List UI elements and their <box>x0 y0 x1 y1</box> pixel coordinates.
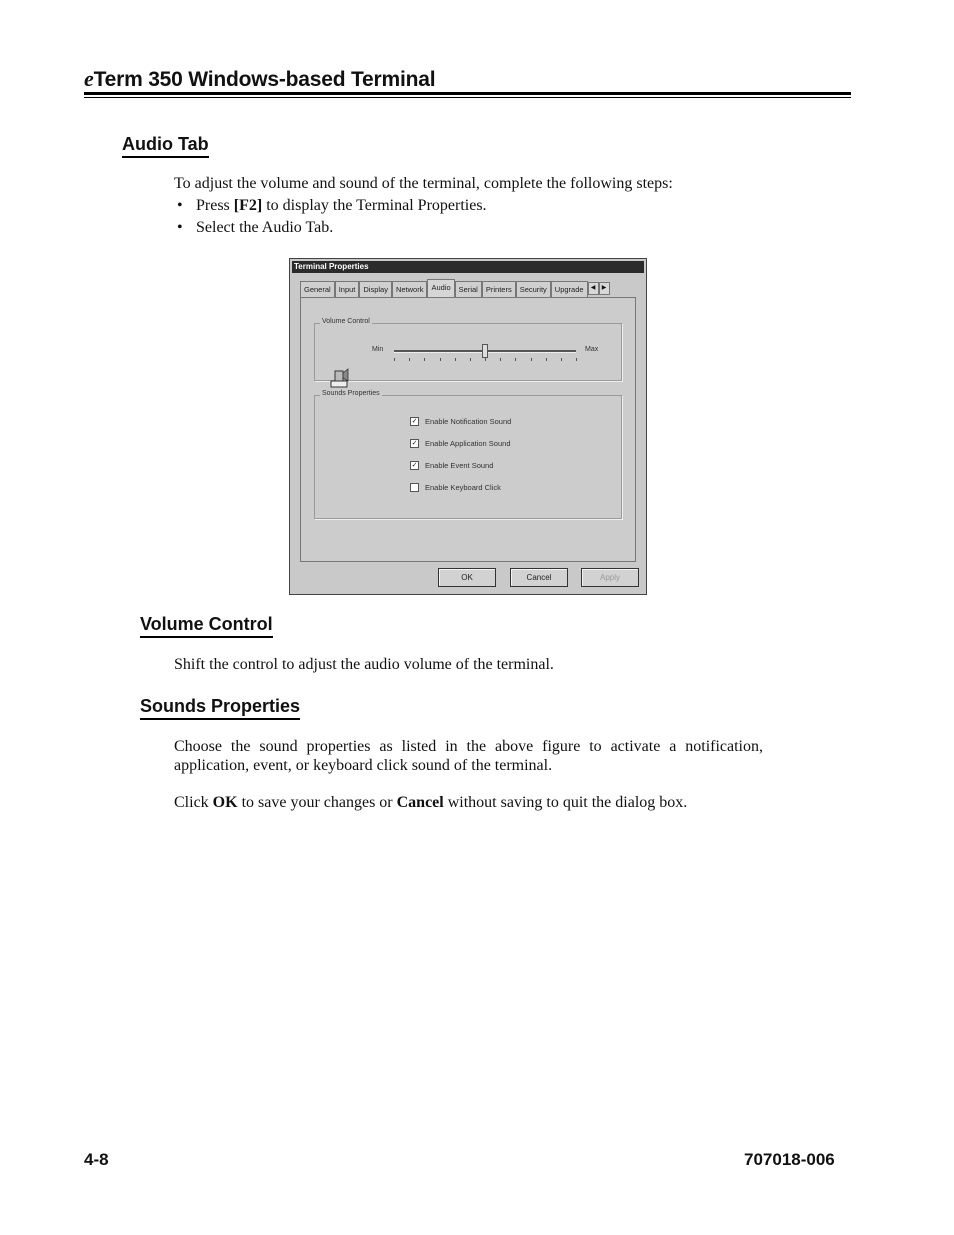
checkbox-label-application: Enable Application Sound <box>425 438 511 448</box>
volume-max-label: Max <box>585 346 599 353</box>
slider-tick <box>394 358 395 361</box>
tab-network[interactable]: Network <box>392 281 428 298</box>
slider-tick <box>515 358 516 361</box>
audio-tab-panel <box>300 297 636 562</box>
volume-slider-thumb[interactable] <box>482 344 488 358</box>
volume-slider-ticks <box>394 358 576 361</box>
slider-tick <box>424 358 425 361</box>
slider-tick <box>485 358 486 361</box>
bullet-dot: • <box>177 197 183 214</box>
slider-tick <box>470 358 471 361</box>
volume-min-label: Min <box>372 346 384 353</box>
apply-button[interactable]: Apply <box>581 568 639 587</box>
header-rule-thin <box>84 97 851 98</box>
bullet-press-f2 <box>177 196 487 216</box>
tab-serial[interactable]: Serial <box>455 281 482 298</box>
checkbox-label-event: Enable Event Sound <box>425 460 494 470</box>
bullet-text-post: to display the Terminal Properties. <box>262 197 487 214</box>
section-heading-audio-tab: Audio Tab <box>122 134 209 158</box>
running-header <box>84 66 435 92</box>
document-number: 707018-006 <box>744 1150 835 1169</box>
bullet-dot: • <box>177 219 183 236</box>
section-heading-volume-control: Volume Control <box>140 614 273 638</box>
tab-scroll-right-icon[interactable]: ▶ <box>599 282 610 295</box>
click-text-ok: OK <box>212 794 238 811</box>
checkbox-keyboard-click[interactable] <box>410 483 419 492</box>
tab-scroll-left-icon[interactable]: ◀ <box>588 282 599 295</box>
checkbox-application-sound[interactable]: ✓ <box>411 439 418 447</box>
slider-tick <box>455 358 456 361</box>
checkbox-event-sound[interactable]: ✓ <box>411 461 418 469</box>
speaker-icon <box>329 367 351 389</box>
slider-tick <box>409 358 410 361</box>
tab-audio[interactable]: Audio <box>427 279 454 299</box>
checkbox-label-keyboard: Enable Keyboard Click <box>425 482 501 492</box>
tab-security[interactable]: Security <box>516 281 551 298</box>
slider-tick <box>561 358 562 361</box>
click-text-cancel: Cancel <box>396 794 444 811</box>
bullet-select-audio <box>177 218 333 238</box>
slider-tick <box>500 358 501 361</box>
dialog-title-bar: Terminal Properties <box>292 261 644 273</box>
sounds-properties-text: Choose the sound properties as listed in the above figure to activate a notification, application, event, or keyboard click sound of the terminal. <box>174 738 763 774</box>
checkbox-row-application[interactable] <box>410 438 511 448</box>
audio-tab-intro: To adjust the volume and sound of the terminal, complete the following steps: <box>174 175 673 192</box>
section-heading-sounds-properties: Sounds Properties <box>140 696 300 720</box>
checkbox-row-event[interactable] <box>410 460 493 470</box>
bullet-text: Select the Audio Tab. <box>196 219 334 236</box>
dialog-tab-strip <box>300 279 610 297</box>
slider-tick <box>531 358 532 361</box>
tab-general[interactable]: General <box>300 281 335 298</box>
click-text-post: without saving to quit the dialog box. <box>443 794 688 811</box>
header-title: Term 350 Windows-based Terminal <box>93 68 436 91</box>
slider-tick <box>576 358 577 361</box>
cancel-button[interactable]: Cancel <box>510 568 568 587</box>
click-ok-cancel-text <box>174 793 687 813</box>
sounds-properties-group <box>314 390 622 519</box>
tab-input[interactable]: Input <box>335 281 360 298</box>
volume-control-group-label: Volume Control <box>322 318 370 325</box>
checkbox-label-notification: Enable Notification Sound <box>425 416 512 426</box>
tab-upgrade[interactable]: Upgrade <box>551 281 588 298</box>
ok-button[interactable]: OK <box>438 568 496 587</box>
page-number: 4-8 <box>84 1150 109 1169</box>
click-text-pre: Click <box>174 794 213 811</box>
tab-display[interactable]: Display <box>359 281 392 298</box>
checkbox-row-notification[interactable] <box>410 416 511 426</box>
tab-printers[interactable]: Printers <box>482 281 516 298</box>
click-text-mid: to save your changes or <box>237 794 397 811</box>
bullet-key-f2: [F2] <box>233 197 263 214</box>
slider-tick <box>546 358 547 361</box>
volume-control-text: Shift the control to adjust the audio volume of the terminal. <box>174 656 554 673</box>
sounds-properties-group-label: Sounds Properties <box>322 390 380 397</box>
checkbox-notification-sound[interactable]: ✓ <box>411 417 418 425</box>
terminal-properties-dialog <box>289 258 647 595</box>
slider-tick <box>440 358 441 361</box>
header-rule-thick <box>84 92 851 95</box>
header-title-prefix: e <box>84 66 94 91</box>
checkbox-row-keyboard[interactable] <box>410 482 501 492</box>
bullet-text-pre: Press <box>196 197 234 214</box>
